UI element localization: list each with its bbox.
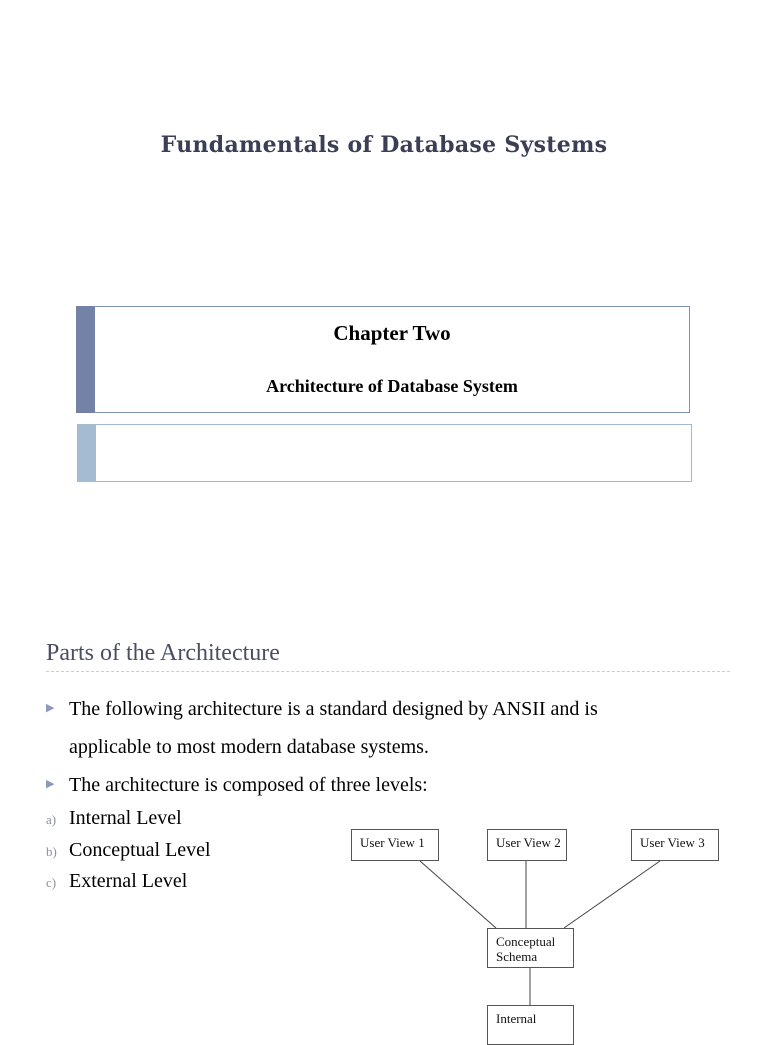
section-heading: Parts of the Architecture — [46, 640, 280, 666]
bullet-arrow-icon: ▶ — [46, 702, 55, 714]
conceptual-schema-label-line2: Schema — [496, 949, 538, 964]
list-marker: c) — [46, 875, 57, 890]
bullet-text: The following architecture is a standard designed by ANSII and is — [69, 698, 598, 720]
user-view-2-box: User View 2 — [487, 829, 567, 861]
internal-schema-label: Internal — [496, 1011, 537, 1026]
chapter-subtitle: Architecture of Database System — [266, 376, 518, 396]
list-marker: b) — [46, 844, 57, 859]
chapter-title: Chapter Two — [333, 321, 451, 345]
conceptual-schema-box — [487, 928, 574, 968]
bullet-text-continued: applicable to most modern database systems. — [69, 736, 429, 758]
connector-line — [564, 861, 660, 928]
level-item: Internal Level — [69, 807, 182, 829]
list-marker: a) — [46, 812, 57, 827]
user-view-1-box: User View 1 — [351, 829, 439, 861]
bullet-text: The architecture is composed of three levels: — [69, 774, 428, 796]
level-item: Conceptual Level — [69, 839, 211, 861]
internal-schema-box — [487, 1005, 574, 1045]
bullet-arrow-icon: ▶ — [46, 778, 55, 790]
level-item: External Level — [69, 870, 188, 892]
conceptual-schema-label: Conceptual — [496, 934, 556, 949]
document-title: Fundamentals of Database Systems — [160, 132, 608, 158]
user-view-3-box: User View 3 — [631, 829, 719, 861]
connector-line — [420, 861, 496, 928]
